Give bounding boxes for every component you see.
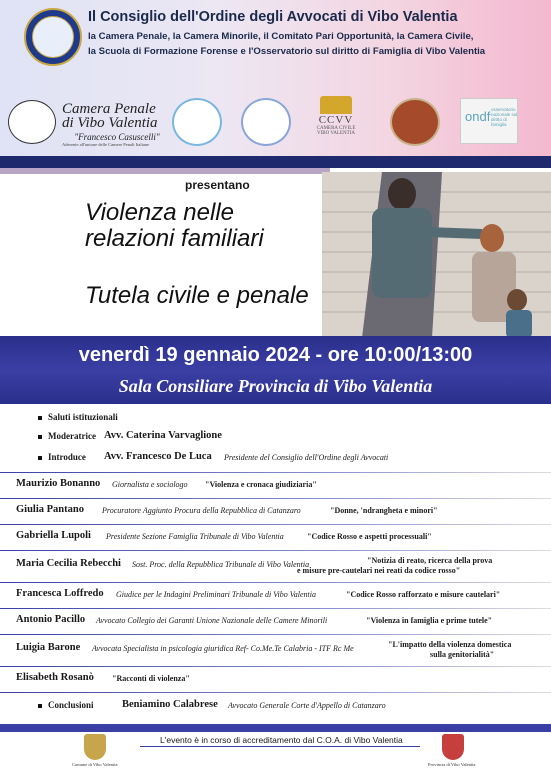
speaker-topic-line-1: "L'impatto della violenza domestica [388,640,512,649]
speaker-topic: "Violenza in famiglia e prime tutele" [366,616,493,625]
header-subtitle-line-2: la Scuola di Formazione Forense e l'Osservatorio sul diritto di Famiglia di Vibo Valentia [88,46,486,57]
speaker-topic: "Violenza e cronaca giudiziaria" [205,480,317,489]
bullet-icon [38,416,42,420]
comune-crest-icon [84,734,106,760]
speaker-name: Maria Cecilia Rebecchi [16,558,121,569]
speaker-name: Luigia Barone [16,642,81,653]
speaker-topic: "Codice Rosso rafforzato e misure cautelari" [346,590,501,599]
accreditation-underline [140,746,420,747]
camera-penale-line-3: "Francesco Casuscelli" [74,132,160,142]
event-date-time: venerdì 19 gennaio 2024 - ore 10:00/13:00 [78,344,473,366]
ccvv-title: CCVV [318,114,354,126]
speaker-name: Gabriella Lupoli [16,530,91,541]
speaker-name: Maurizio Bonanno [16,478,101,489]
ondf-logo [460,98,518,144]
camera-civile-logo [308,96,364,148]
domestic-violence-illustration [322,172,551,338]
comitato-pari-opportunita-logo-icon [172,98,222,146]
scuola-formazione-forense-logo-icon [390,98,440,146]
saluti-label: Saluti istituzionali [48,412,118,422]
introduce-role: Presidente del Consiglio dell'Ordine degli Avvocati [224,453,389,462]
camera-penale-line-2: di Vibo Valentia [62,115,158,131]
ccvv-sub-2: VIBO VALENTIA [316,131,355,136]
speaker-topic: "Racconti di violenza" [112,674,190,683]
header-divider [0,156,551,168]
speaker-name: Elisabeth Rosanò [16,672,94,683]
conclusioni-name: Beniamino Calabrese [122,699,218,710]
introduce-label: Introduce [48,452,86,462]
event-subtitle: Tutela civile e penale [85,282,309,309]
camera-penale-name [62,102,172,144]
ondf-mark: ondf [465,109,491,124]
speaker-topic: "Codice Rosso e aspetti processuali" [307,532,432,541]
separator [0,524,551,525]
speaker-role: Presidente Sezione Famiglia Tribunale di Vibo Valentia [106,532,284,541]
conclusioni-label: Conclusioni [48,700,94,710]
camera-penale-logo-icon [8,100,56,144]
footer [0,732,551,772]
header-subtitle-line-1: la Camera Penale, la Camera Minorile, il Comitato Pari Opportunità, la Camera Civile, [88,31,474,42]
date-venue-band [0,336,551,404]
speaker-name: Francesca Loffredo [16,588,104,599]
speaker-name: Giulia Pantano [16,504,84,515]
conclusioni-role: Avvocato Generale Corte d'Appello di Catanzaro [228,701,386,710]
introduce-name: Avv. Francesco De Luca [104,451,212,462]
speaker-role: Avvocato Collegio dei Garanti Unione Nazionale delle Camere Minorili [96,616,328,625]
separator [0,666,551,667]
header-band [0,0,551,160]
event-title [85,200,264,252]
event-venue: Sala Consiliare Provincia di Vibo Valentia [118,376,433,396]
event-title-line-2: relazioni familiari [85,225,264,252]
provincia-caption: Provincia di Vibo Valentia [428,762,476,767]
speaker-name: Antonio Pacillo [16,614,86,625]
camera-penale-caption: Aderente all'unione delle Camere Penali Italiane [62,142,150,147]
provincia-crest-icon [442,734,464,760]
speaker-role: Avvocata Specialista in psicologia giuridica Ref- Co.Me.Te Calabria - ITF Rc Me [92,644,354,653]
intro-text: presentano [185,178,250,192]
ondf-text: osservatorio nazionale sul diritto di famiglia [491,107,518,127]
separator [0,608,551,609]
speaker-role: Sost. Proc. della Repubblica Tribunale di Vibo Valentia [132,560,310,569]
header-divider-light [0,168,330,174]
camera-penale-line-1: Camera Penale [62,101,156,117]
separator [0,634,551,635]
crown-icon [320,96,352,114]
separator [0,582,551,583]
ccvv-sub-1: CAMERA CIVILE [316,126,356,131]
separator [0,472,551,473]
speaker-role: Giornalista e sociologo [112,480,188,489]
speaker-topic-line-2: e misure pre-cautelari nei reati da codice rosso" [297,566,461,575]
header-title: Il Consiglio dell'Ordine degli Avvocati di Vibo Valentia [88,9,458,25]
speaker-topic-line-2: sulla genitorialità" [430,650,495,659]
moderatrice-name: Avv. Caterina Varvaglione [104,430,222,441]
speaker-role: Giudice per le Indagini Preliminari Tribunale di Vibo Valentia [116,590,316,599]
camera-minorile-logo-icon [241,98,291,146]
illustration-drawing [322,172,551,338]
comune-caption: Comune di Vibo Valentia [72,762,118,767]
partner-logos [0,88,551,154]
separator [0,550,551,551]
accreditation-text: L'evento è in corso di accreditamento dal C.O.A. di Vibo Valentia [160,735,403,745]
bullet-icon [38,456,42,460]
separator [0,498,551,499]
bullet-icon [38,435,42,439]
bullet-icon [38,704,42,708]
moderatrice-label: Moderatrice [48,431,96,441]
speaker-topic-line-1: "Notizia di reato, ricerca della prova [367,556,493,565]
ordine-avvocati-seal-icon [24,8,82,66]
program [0,404,551,724]
separator [0,692,551,693]
speaker-role: Procuratore Aggiunto Procura della Repubblica di Catanzaro [102,506,301,515]
footer-divider [0,724,551,732]
speaker-topic: "Donne, 'ndrangheta e minori" [330,506,438,515]
event-title-line-1: Violenza nelle [85,199,235,226]
